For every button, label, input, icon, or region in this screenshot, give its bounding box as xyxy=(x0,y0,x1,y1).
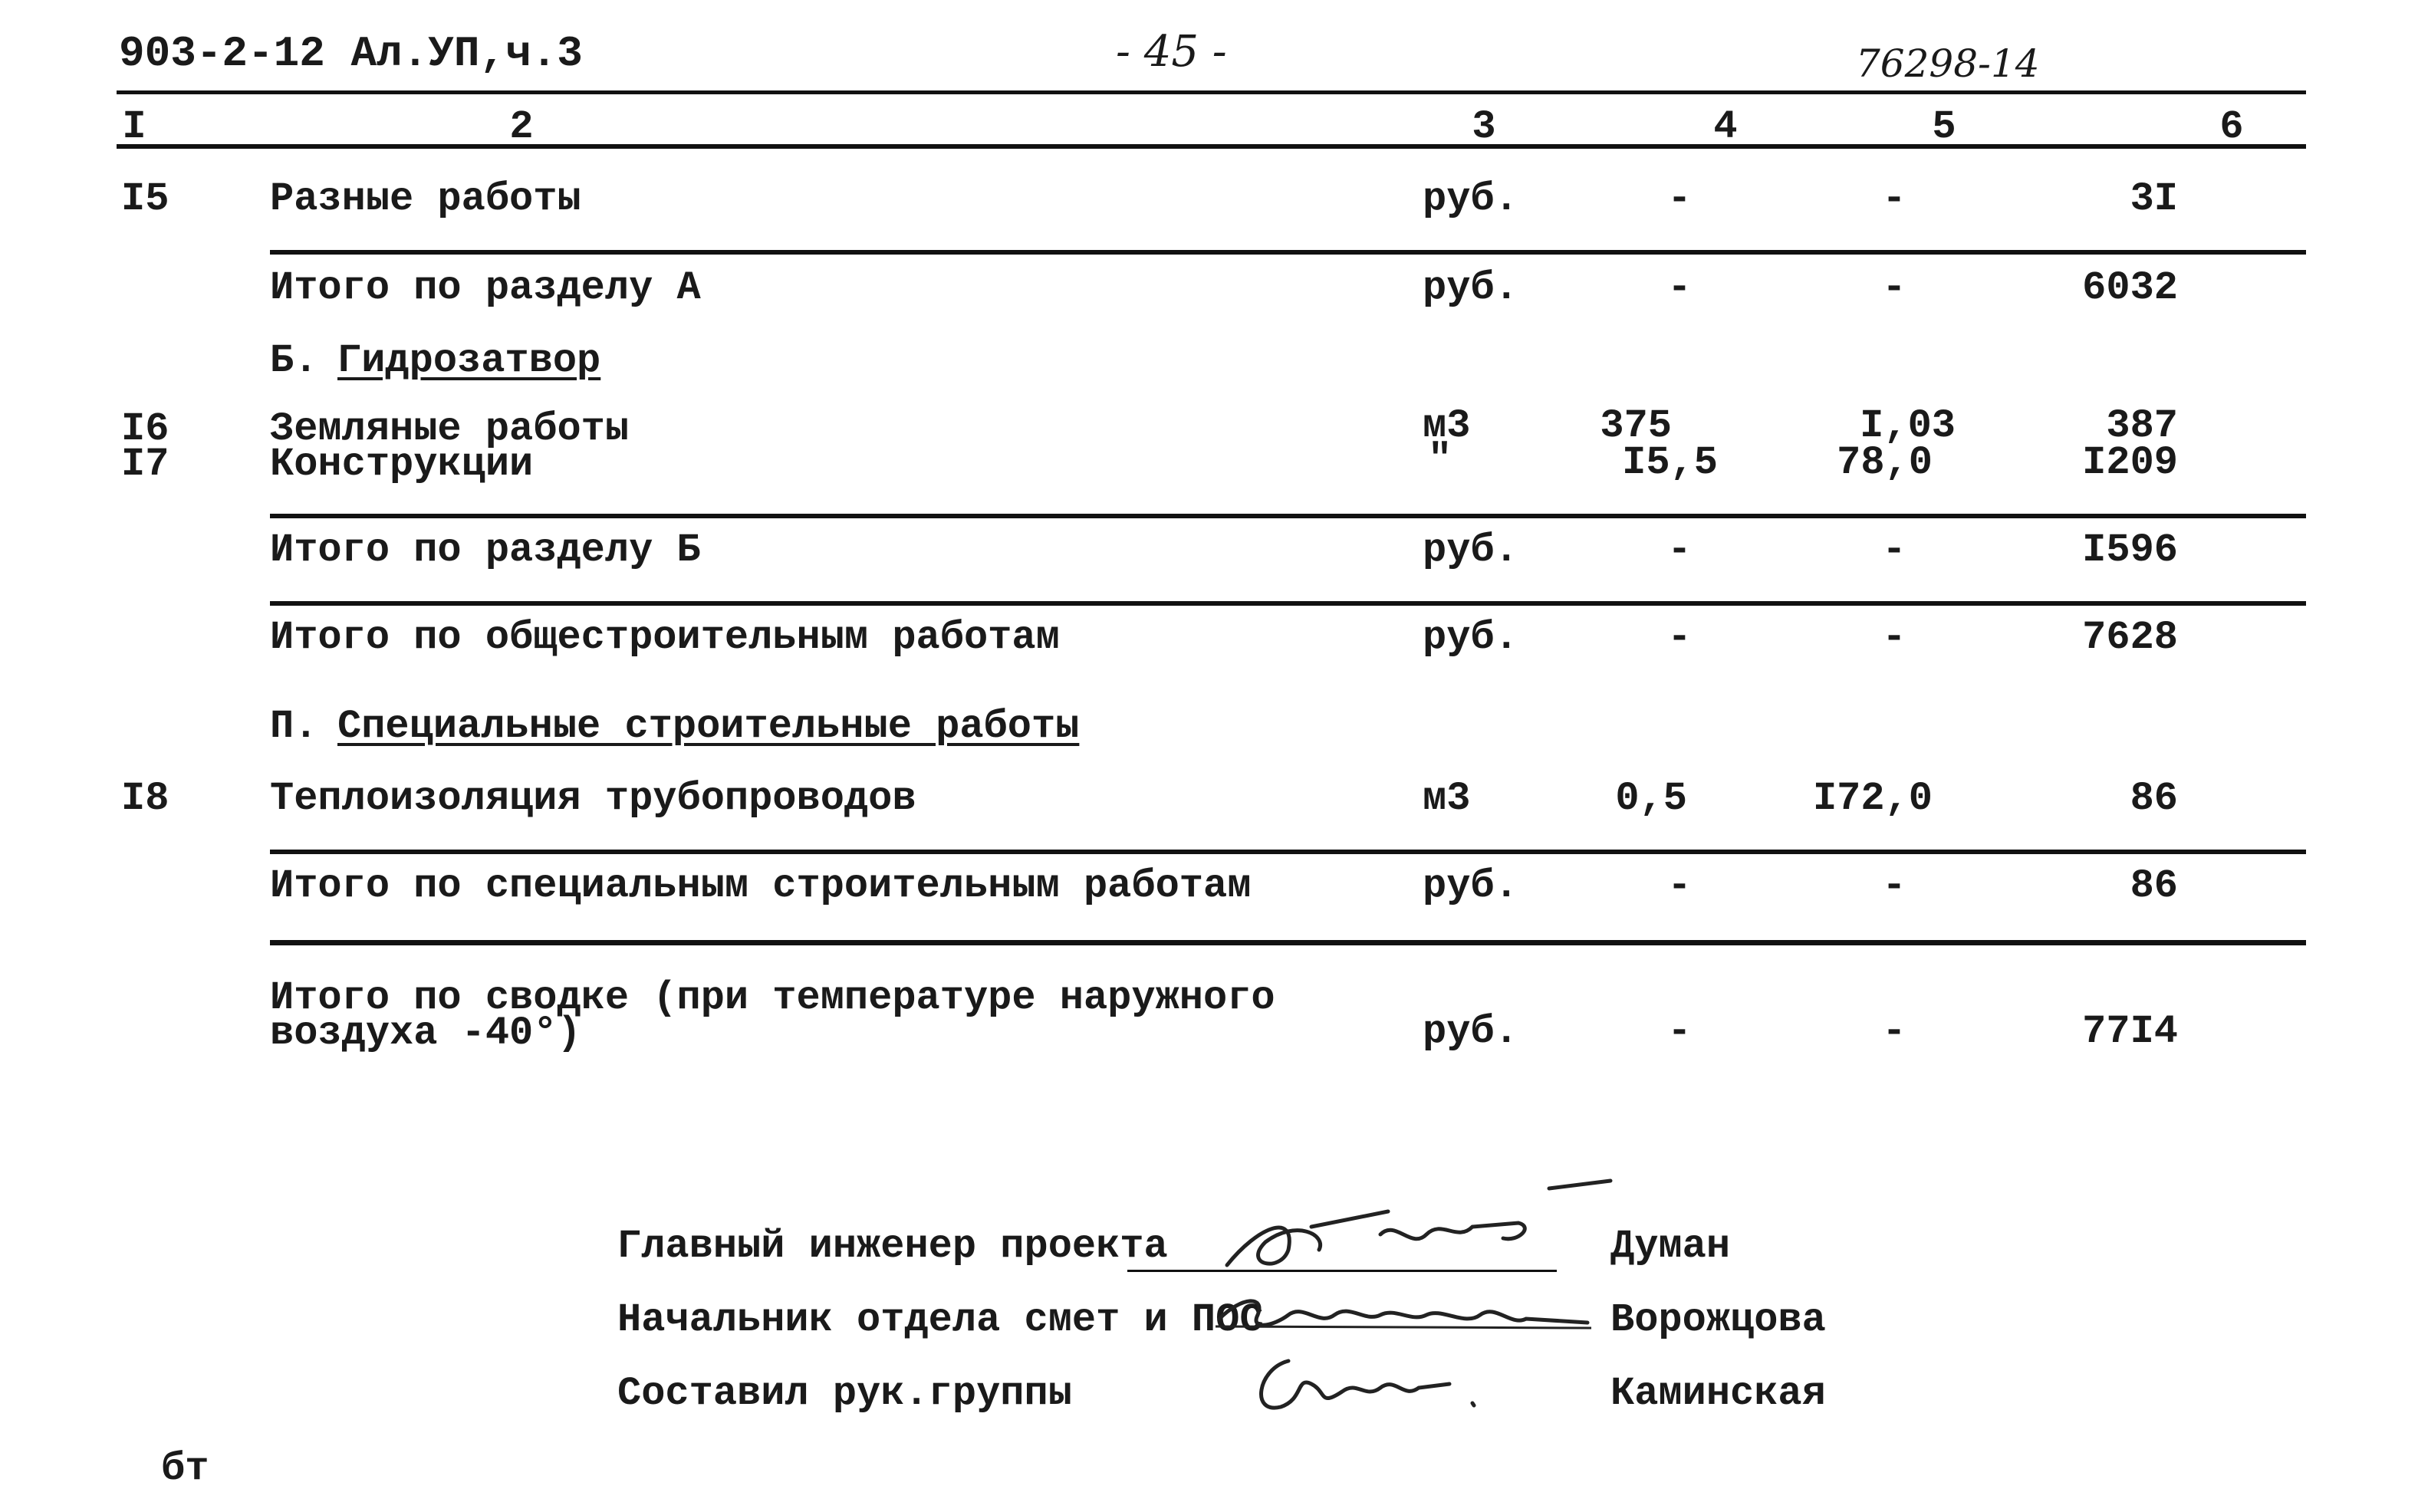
row-16-col4: 375 xyxy=(1600,403,1672,449)
special-works-total-label: Итого по специальным строительным работам xyxy=(270,863,1252,909)
row-16-col5: I,03 xyxy=(1860,403,1956,449)
page-number: - 45 - xyxy=(1116,27,1227,77)
general-works-total-col4: - xyxy=(1667,615,1692,660)
footer-mark: бт xyxy=(161,1446,209,1491)
row-17-unit: " xyxy=(1428,437,1452,482)
section-b-total-value: I596 xyxy=(2082,528,2178,573)
row-divider xyxy=(270,601,2306,606)
column-header-3: 3 xyxy=(1472,104,1496,150)
row-16-name: Земляные работы xyxy=(270,406,630,452)
department-head-role: Начальник отдела смет и ПОС xyxy=(617,1297,1264,1343)
section-a-total-unit: руб. xyxy=(1423,265,1518,311)
section-a-total-col5: - xyxy=(1882,265,1906,311)
grand-total-value: 77I4 xyxy=(2082,1009,2178,1054)
compiler-signature xyxy=(1242,1346,1488,1430)
special-works-total-unit: руб. xyxy=(1423,863,1518,909)
row-16-col6: 387 xyxy=(2106,403,2178,449)
row-15-number: I5 xyxy=(121,176,169,222)
general-works-total-value: 7628 xyxy=(2082,615,2178,660)
row-18-col5: I72,0 xyxy=(1812,776,1933,821)
chief-engineer-signature xyxy=(1196,1181,1626,1288)
row-17-col6: I209 xyxy=(2082,440,2178,485)
section-b-total-col5: - xyxy=(1882,528,1906,573)
row-18-col4: 0,5 xyxy=(1615,776,1687,821)
row-17-name: Конструкции xyxy=(270,442,534,487)
grand-total-label-line2: воздуха -40°) xyxy=(270,1011,581,1056)
section-a-total-value: 6032 xyxy=(2082,265,2178,311)
general-works-total-unit: руб. xyxy=(1423,615,1518,660)
document-code: 903-2-12 Ал.УП,ч.3 xyxy=(119,29,583,78)
grand-total-col5: - xyxy=(1882,1009,1906,1054)
general-works-total-label: Итого по общестроительным работам xyxy=(270,615,1060,660)
grand-total-label-line1: Итого по сводке (при температуре наружного xyxy=(270,975,1275,1021)
column-header-6: 6 xyxy=(2219,104,2244,150)
section-b-total-label: Итого по разделу Б xyxy=(270,528,701,573)
row-15-col6: 3I xyxy=(2130,176,2178,222)
archive-number: 76298-14 xyxy=(1856,41,2040,86)
special-works-total-col5: - xyxy=(1882,863,1906,909)
table-header-bottom-rule xyxy=(117,144,2306,149)
table-top-rule xyxy=(117,90,2306,94)
row-15-name: Разные работы xyxy=(270,176,581,222)
row-18-col6: 86 xyxy=(2130,776,2178,821)
section-a-total-col4: - xyxy=(1667,265,1692,311)
department-head-name: Ворожцова xyxy=(1610,1297,1826,1343)
row-18-unit: м3 xyxy=(1423,776,1471,821)
chief-engineer-name: Думан xyxy=(1610,1224,1731,1269)
column-header-5: 5 xyxy=(1932,104,1956,150)
compiler-role: Составил рук.группы xyxy=(617,1371,1072,1416)
department-head-signature xyxy=(1212,1280,1595,1342)
row-16-unit: м3 xyxy=(1423,403,1471,449)
row-17-col4: I5,5 xyxy=(1622,440,1718,485)
row-divider xyxy=(270,850,2306,854)
section-2-title: Специальные строительные работы xyxy=(337,704,1080,749)
special-works-total-value: 86 xyxy=(2130,863,2178,909)
row-15-unit: руб. xyxy=(1423,176,1518,222)
row-divider xyxy=(270,250,2306,255)
section-b-total-unit: руб. xyxy=(1423,528,1518,573)
section-a-total-label: Итого по разделу А xyxy=(270,265,701,311)
chief-engineer-role: Главный инженер проекта xyxy=(617,1224,1168,1269)
column-header-4: 4 xyxy=(1713,104,1738,150)
section-b-title: Гидрозатвор xyxy=(337,338,601,383)
column-header-2: 2 xyxy=(509,104,534,150)
row-18-name: Теплоизоляция трубопроводов xyxy=(270,776,916,821)
row-16-number: I6 xyxy=(121,406,169,452)
section-2-prefix: П. xyxy=(270,704,318,749)
special-works-total-col4: - xyxy=(1667,863,1692,909)
general-works-total-col5: - xyxy=(1882,615,1906,660)
section-b-total-col4: - xyxy=(1667,528,1692,573)
grand-total-unit: руб. xyxy=(1423,1009,1518,1054)
grand-total-col4: - xyxy=(1667,1009,1692,1054)
row-divider xyxy=(270,940,2306,945)
row-divider xyxy=(270,514,2306,518)
column-header-1: I xyxy=(122,104,146,150)
row-18-number: I8 xyxy=(121,776,169,821)
row-15-col5: - xyxy=(1882,176,1906,222)
row-15-col4: - xyxy=(1667,176,1692,222)
row-17-number: I7 xyxy=(121,442,169,487)
section-b-prefix: Б. xyxy=(270,338,318,383)
row-17-col5: 78,0 xyxy=(1837,440,1933,485)
compiler-name: Каминская xyxy=(1610,1371,1826,1416)
